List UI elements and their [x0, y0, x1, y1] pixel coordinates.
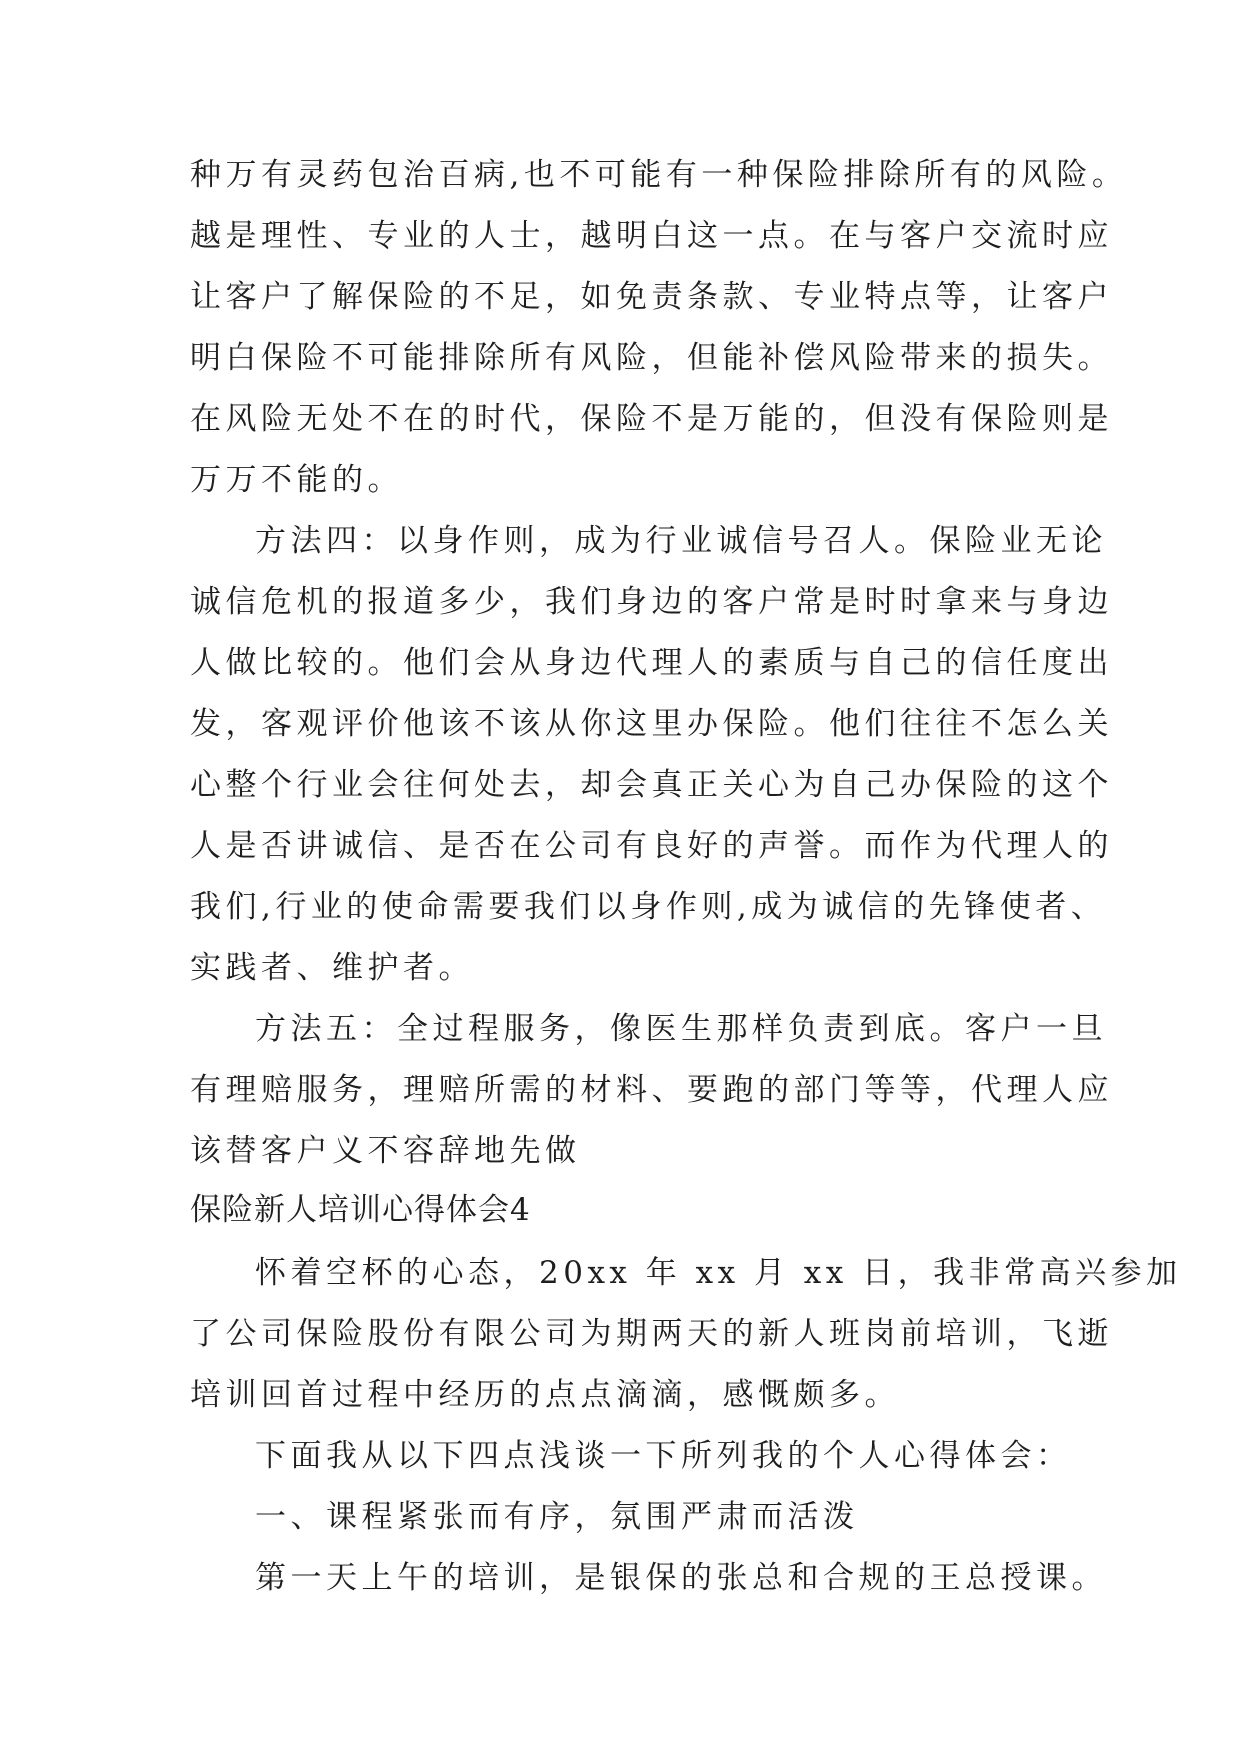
- text-line: 人是否讲诚信、是否在公司有良好的声誉。而作为代理人的: [190, 828, 1113, 864]
- text-line: 实践者、维护者。: [190, 950, 474, 986]
- paragraph-start-line: 下面我从以下四点浅谈一下所列我的个人心得体会：: [255, 1438, 1072, 1474]
- paragraph-start-line: 方法五：全过程服务，像医生那样负责到底。客户一旦: [255, 1011, 1107, 1047]
- text-line: 我们,行业的使命需要我们以身作则,成为诚信的先锋使者、: [190, 889, 1107, 925]
- text-line: 万万不能的。: [190, 462, 403, 498]
- text-line: 人做比较的。他们会从身边代理人的素质与自己的信任度出: [190, 645, 1113, 681]
- paragraph-start-line: 第一天上午的培训，是银保的张总和合规的王总授课。: [255, 1560, 1107, 1596]
- subheading-line: 一、课程紧张而有序，氛围严肃而活泼: [255, 1499, 859, 1535]
- text-line: 种万有灵药包治百病,也不可能有一种保险排除所有的风险。: [190, 157, 1128, 193]
- paragraph-start-line: 方法四：以身作则，成为行业诚信号召人。保险业无论: [255, 523, 1107, 559]
- text-line: 心整个行业会往何处去，却会真正关心为自己办保险的这个: [190, 767, 1113, 803]
- text-line: 诚信危机的报道多少，我们身边的客户常是时时拿来与身边: [190, 584, 1113, 620]
- text-line: 在风险无处不在的时代，保险不是万能的，但没有保险则是: [190, 401, 1113, 437]
- text-line: 了公司保险股份有限公司为期两天的新人班岗前培训，飞逝: [190, 1316, 1113, 1352]
- paragraph-start-line: 怀着空杯的心态，20xx 年 xx 月 xx 日，我非常高兴参加: [255, 1255, 1182, 1291]
- text-line: 明白保险不可能排除所有风险，但能补偿风险带来的损失。: [190, 340, 1113, 376]
- text-line: 发，客观评价他该不该从你这里办保险。他们往往不怎么关: [190, 706, 1113, 742]
- text-line: 越是理性、专业的人士，越明白这一点。在与客户交流时应: [190, 218, 1113, 254]
- text-line: 培训回首过程中经历的点点滴滴，感慨颇多。: [190, 1377, 900, 1413]
- text-line: 有理赔服务，理赔所需的材料、要跑的部门等等，代理人应: [190, 1072, 1113, 1108]
- text-line: 该替客户义不容辞地先做: [190, 1133, 581, 1169]
- text-line: 让客户了解保险的不足，如免责条款、专业特点等，让客户: [190, 279, 1113, 315]
- section-heading: 保险新人培训心得体会4: [190, 1192, 531, 1228]
